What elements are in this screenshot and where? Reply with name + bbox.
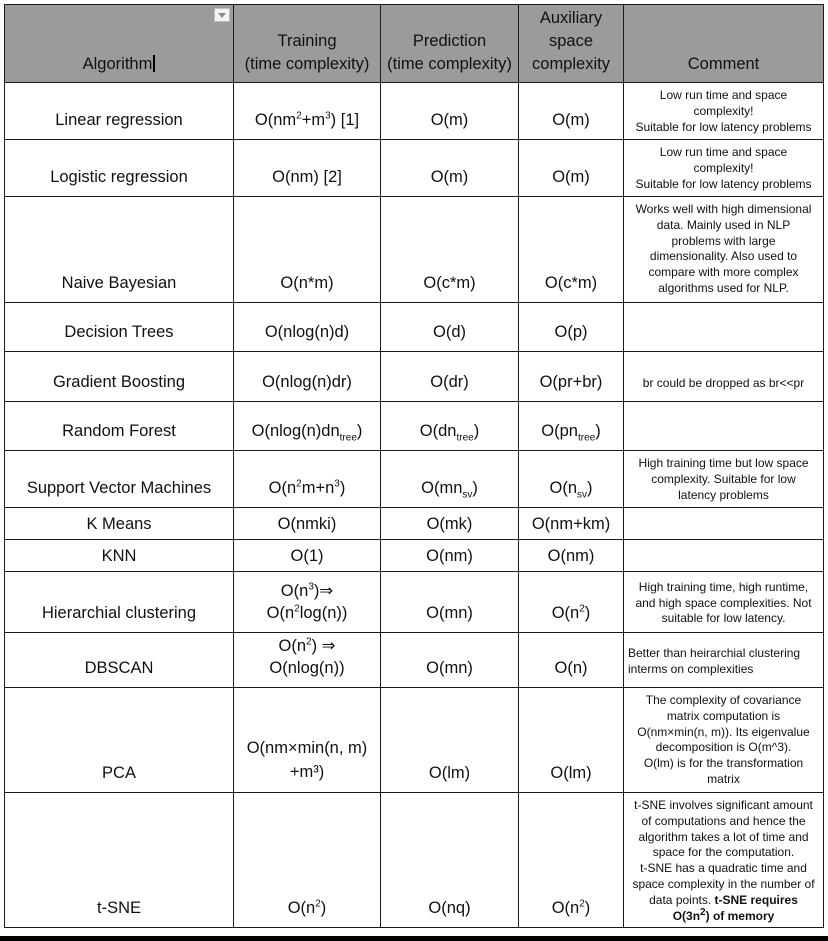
space-cell[interactable]: O(pr+br)	[519, 352, 624, 402]
table-row	[5, 197, 824, 303]
training-cell[interactable]: $O(nm^2+m^3)$ [1]	[234, 83, 381, 140]
training-cell[interactable]: O(nlog(n)dr)	[234, 352, 381, 402]
training-cell[interactable]: O(n*m)	[234, 197, 381, 303]
algorithm-cell[interactable]: Support Vector Machines	[5, 451, 234, 508]
comment-cell[interactable]	[624, 402, 824, 451]
prediction-cell[interactable]: $O(mn_{sv})$	[381, 451, 519, 508]
algorithm-cell[interactable]: t-SNE	[5, 793, 234, 928]
prediction-cell[interactable]: O(m)	[381, 140, 519, 197]
header-training[interactable]: Training (time complexity)	[234, 5, 381, 83]
table-row	[5, 688, 824, 793]
table-row	[5, 402, 824, 451]
algorithm-cell[interactable]: Hierarchial clustering	[5, 572, 234, 633]
space-cell[interactable]: $O(n^2)$	[519, 793, 624, 928]
training-cell[interactable]: $O(n^2)$	[234, 793, 381, 928]
table-row	[5, 140, 824, 197]
table-row	[5, 508, 824, 540]
training-cell[interactable]: O(nlog(n)d)	[234, 303, 381, 352]
header-row	[5, 5, 824, 83]
algorithm-cell[interactable]: DBSCAN	[5, 633, 234, 688]
algorithm-cell[interactable]: K Means	[5, 508, 234, 540]
prediction-cell[interactable]: O(mk)	[381, 508, 519, 540]
prediction-cell[interactable]: O(mn)	[381, 572, 519, 633]
prediction-cell[interactable]: $O(dn_{tree})$	[381, 402, 519, 451]
table-row	[5, 572, 824, 633]
space-cell[interactable]: $O(n^2)$	[519, 572, 624, 633]
table-row	[5, 83, 824, 140]
prediction-cell[interactable]: O(m)	[381, 83, 519, 140]
space-cell[interactable]: O(p)	[519, 303, 624, 352]
prediction-cell[interactable]: O(nm)	[381, 540, 519, 572]
training-cell[interactable]: O(1)	[234, 540, 381, 572]
comment-cell[interactable]: br could be dropped as br<<pr	[624, 352, 824, 402]
comment-cell[interactable]: Low run time and space complexity! Suitable for low latency problems	[624, 83, 824, 140]
header-prediction[interactable]: Prediction (time complexity)	[381, 5, 519, 83]
training-cell[interactable]: $O(n^2)$ ⇒ O(nlog(n))	[234, 633, 381, 688]
space-cell[interactable]: O(nm)	[519, 540, 624, 572]
header-comment[interactable]: Comment	[624, 5, 824, 83]
training-cell[interactable]: O(nm) [2]	[234, 140, 381, 197]
prediction-cell[interactable]: O(c*m)	[381, 197, 519, 303]
table-row	[5, 303, 824, 352]
prediction-cell[interactable]: O(nq)	[381, 793, 519, 928]
training-cell[interactable]: $O(nlog(n)dn_{tree})$	[234, 402, 381, 451]
prediction-cell[interactable]: O(lm)	[381, 688, 519, 793]
table-row	[5, 540, 824, 572]
algorithm-cell[interactable]: Linear regression	[5, 83, 234, 140]
algorithm-cell[interactable]: Decision Trees	[5, 303, 234, 352]
space-cell[interactable]: O(m)	[519, 140, 624, 197]
table-row	[5, 451, 824, 508]
header-algorithm[interactable]: Algorithm	[5, 5, 234, 83]
algorithm-cell[interactable]: Gradient Boosting	[5, 352, 234, 402]
prediction-cell[interactable]: O(mn)	[381, 633, 519, 688]
algorithm-cell[interactable]: KNN	[5, 540, 234, 572]
prediction-cell[interactable]: O(dr)	[381, 352, 519, 402]
algorithm-cell[interactable]: PCA	[5, 688, 234, 793]
training-cell[interactable]: O(nmki)	[234, 508, 381, 540]
comment-cell[interactable]: High training time, high runtime, and high space complexities. Not suitable for low latency.	[624, 572, 824, 633]
comment-cell[interactable]: The complexity of covariance matrix computation is O(nm×min(n, m)). Its eigenvalue decomposition is O(m^3). O(lm) is for the transformation matrix	[624, 688, 824, 793]
header-space[interactable]: Auxiliary space complexity	[519, 5, 624, 83]
comment-cell[interactable]	[624, 540, 824, 572]
comment-cell[interactable]: Low run time and space complexity! Suitable for low latency problems	[624, 140, 824, 197]
space-cell[interactable]: O(m)	[519, 83, 624, 140]
comment-cell[interactable]: Works well with high dimensional data. Mainly used in NLP problems with large dimensionality. Also used to compare with more complex algorithms used for NLP.	[624, 197, 824, 303]
comment-cell[interactable]	[624, 303, 824, 352]
comment-cell[interactable]: High training time but low space complexity. Suitable for low latency problems	[624, 451, 824, 508]
comment-cell[interactable]	[624, 508, 824, 540]
filter-dropdown-icon[interactable]	[214, 8, 230, 22]
algorithm-cell[interactable]: Logistic regression	[5, 140, 234, 197]
comment-cell[interactable]: t-SNE involves significant amount of computations and hence the algorithm takes a lot of time and space for the computation. t-SNE has a quadratic time and space complexity in the number of data points. t-SNE requires $O(3n^2)$ of memory	[624, 793, 824, 928]
algorithm-cell[interactable]: Naive Bayesian	[5, 197, 234, 303]
space-cell[interactable]: O(nm+km)	[519, 508, 624, 540]
complexity-table	[4, 4, 824, 928]
comment-cell[interactable]: Better than heirarchial clustering interms on complexities	[624, 633, 824, 688]
space-cell[interactable]: O(n)	[519, 633, 624, 688]
text-cursor	[153, 55, 155, 72]
space-cell[interactable]: $O(n_{sv})$	[519, 451, 624, 508]
table-row	[5, 793, 824, 928]
algorithm-cell[interactable]: Random Forest	[5, 402, 234, 451]
prediction-cell[interactable]: O(d)	[381, 303, 519, 352]
space-cell[interactable]: $O(pn_{tree})$	[519, 402, 624, 451]
space-cell[interactable]: O(c*m)	[519, 197, 624, 303]
table-row	[5, 352, 824, 402]
table-row	[5, 633, 824, 688]
training-cell[interactable]: $O(n^3)\Rightarrow$ $O(n^2\log(n))$	[234, 572, 381, 633]
space-cell[interactable]: O(lm)	[519, 688, 624, 793]
training-cell[interactable]: O(nm×min(n, m) +m³)	[234, 688, 381, 793]
training-cell[interactable]: $O(n^2m+n^3)$	[234, 451, 381, 508]
bottom-border-bar	[0, 936, 828, 941]
